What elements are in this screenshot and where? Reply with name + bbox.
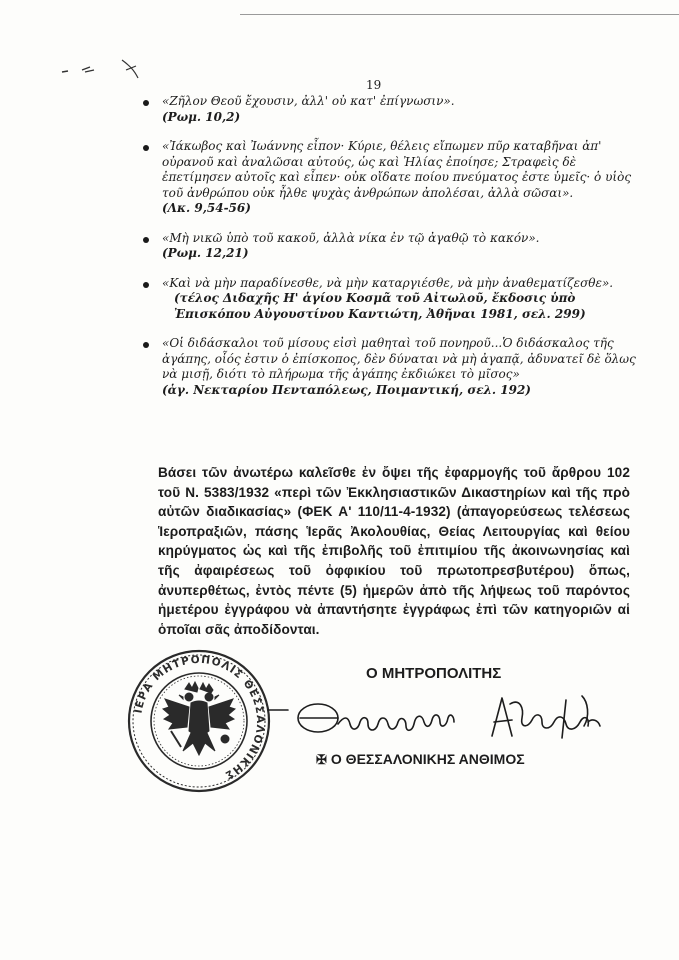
bullet-icon (143, 282, 149, 288)
quote-text: «Μὴ νικῶ ὑπὸ τοῦ κακοῦ, ἀλλὰ νίκα ἐν τῷ ἀγαθῷ τὸ κακόν». (162, 230, 540, 245)
quote-item (140, 94, 640, 125)
margin-pen-mark (60, 56, 140, 86)
seal-text: ΙΕΡΑ ΜΗΤΡΟΠΟΛΙΣ ΘΕΣΣΑΛΟΝΙΚΗΣ (132, 653, 267, 782)
signatory-name (316, 751, 525, 768)
quote-text: «Καὶ νὰ μὴν παραδίνεσθε, νὰ μὴν καταργιέσθε, νὰ μὴν ἀναθεματίζεσθε». (162, 275, 614, 290)
quote-reference: (Λκ. 9,54-56) (162, 201, 251, 215)
quote-text: «Ἰάκωβος καὶ Ἰωάννης εἶπον· Κύριε, θέλεις εἴπωμεν πῦρ καταβῆναι ἀπ' οὐρανοῦ καὶ ἀναλῶσαι αὐτούς, ὡς καὶ Ἠλίας ἐποίησε; Στραφεὶς δὲ ἐπετίμησεν αὐτοῖς καὶ εἶπεν· οὐκ οἴδατε ποίου πνεύματος ἐστε ὑμεῖς· ὁ υἱὸς τοῦ ἀνθρώπου οὐκ ἦλθε ψυχὰς ἀνθρώπων ἀπολέσαι, ἀλλὰ σῶσαι». (162, 139, 632, 200)
summons-paragraph: Βάσει τῶν ἀνωτέρω καλεῖσθε ἐν ὄψει τῆς ἐφαρμογῆς τοῦ ἄρθρου 102 τοῦ Ν. 5383/1932 «περὶ τῶν Ἐκκλησιαστικῶν Δικαστηρίων καὶ τῆς πρὸ αὐτῶν διαδικασίας» (ΦΕΚ Α' 110/11-4-1932) (ἀπαγορεύσεως τελέσεως Ἱεροπραξιῶν, πάσης Ἱερᾶς Ἀκολουθίας, Θείας Λειτουργίας καὶ θείου κηρύγματος ὡς καὶ τῆς ἐπιβολῆς τοῦ ἐπιτιμίου τῆς ἀκοινωνησίας καὶ τῆς ἀφαιρέσεως τοῦ ὀφφικίου τοῦ πρωτοπρεσβυτέρου) ὅπως, ἀνυπερθέτως, ἐντὸς πέντε (5) ἡμερῶν ἀπὸ τῆς λήψεως τοῦ παρόντος ἡμετέρου ἐγγράφου νὰ ἀπαντήσητε ἐγγράφως ἐπὶ τῶν κατηγοριῶν αἱ ὁποῖαι σᾶς ἀποδίδονται. (158, 465, 630, 637)
quotes-list (140, 94, 640, 412)
quote-item (140, 276, 640, 323)
bullet-icon (143, 100, 149, 106)
quote-item (140, 139, 640, 217)
cross-icon: ✠ (316, 752, 327, 767)
quote-reference: (τέλος Διδαχῆς Η' ἁγίου Κοσμᾶ τοῦ Αἰτωλοῦ, ἔκδοσις ὑπὸ Ἐπισκόπου Αὐγουστίνου Καντιώτη, Ἀθῆναι 1981, σελ. 299) (174, 291, 586, 321)
handwritten-signature (266, 680, 606, 756)
quote-item (140, 336, 640, 398)
bullet-icon (143, 237, 149, 243)
signatory-name-text: Ο ΘΕΣΣΑΛΟΝΙΚΗΣ ΑΝΘΙΜΟΣ (330, 751, 525, 767)
page-number: 19 (366, 78, 382, 92)
bullet-icon (143, 342, 149, 348)
quote-text: «Ζῆλον Θεοῦ ἔχουσιν, ἀλλ' οὐ κατ' ἐπίγνωσιν». (162, 94, 455, 108)
quote-reference: (ἁγ. Νεκταρίου Πενταπόλεως, Ποιμαντική, σελ. 192) (162, 382, 531, 397)
scan-edge-line (240, 14, 679, 15)
quote-reference: (Ρωμ. 12,21) (162, 246, 249, 260)
quote-text: «Οἱ διδάσκαλοι τοῦ μίσους εἰσὶ μαθηταὶ τοῦ πονηροῦ...Ὁ διδάσκαλος τῆς ἀγάπης, οἷός ἐστιν ὁ ἐπίσκοπος, δὲν δύναται νὰ μὴ ἀγαπᾷ, ἀδυνατεῖ δὲ ὅλως νὰ μισῇ, διότι τὸ πλήρωμα τῆς ἀγάπης ἐκδιώκει τὸ μῖσος» (162, 336, 636, 381)
metropolis-seal-icon (125, 647, 273, 795)
signatory-title: Ο ΜΗΤΡΟΠΟΛΙΤΗΣ (366, 665, 502, 682)
bullet-icon (143, 145, 149, 151)
quote-reference: (Ρωμ. 10,2) (162, 109, 241, 124)
quote-item (140, 231, 640, 262)
